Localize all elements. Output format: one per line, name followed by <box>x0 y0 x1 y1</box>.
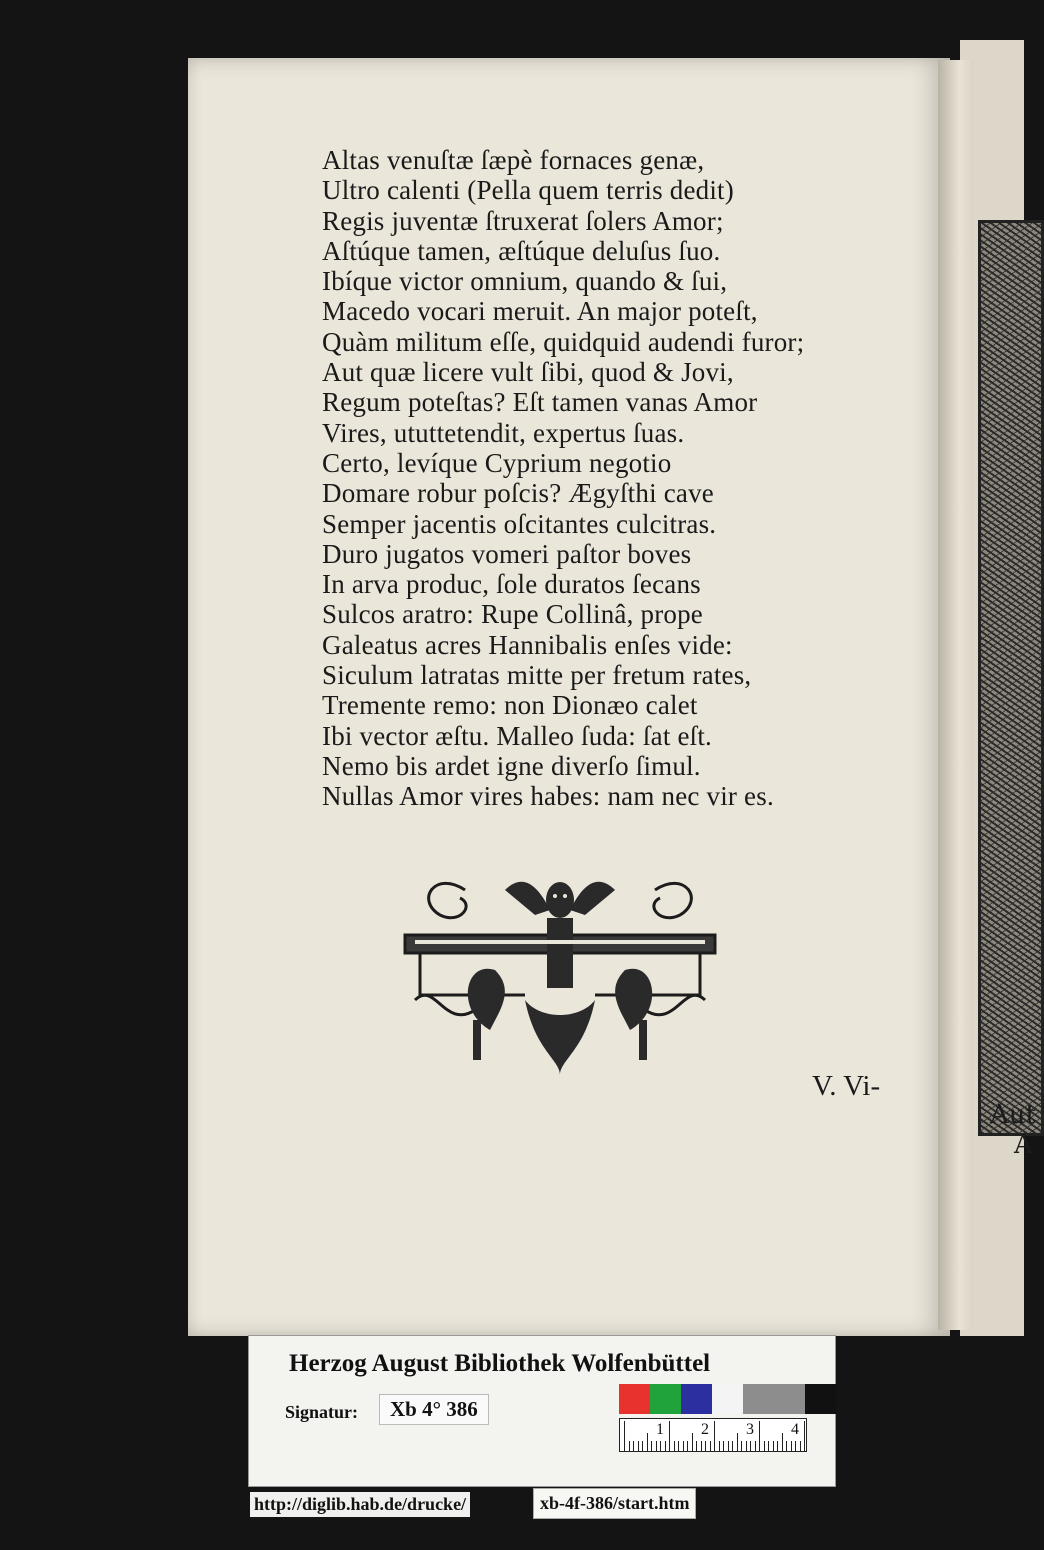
poem-line: Vires, ututtetendit, expertus ſuas. <box>322 417 685 448</box>
ruler-tick <box>714 1421 715 1451</box>
color-swatch <box>805 1384 836 1414</box>
poem-line: Siculum latratas mitte per fretum rates, <box>322 660 752 691</box>
library-card <box>248 1335 836 1487</box>
ruler-tick <box>665 1441 666 1451</box>
poem-line: Regis juventæ ſtruxerat ſolers Amor; <box>322 205 724 236</box>
decorative-ornament <box>405 860 715 1075</box>
facing-page-caption <box>990 1100 1036 1160</box>
engraving-fragment <box>978 220 1044 1136</box>
ruler-tick <box>791 1441 792 1451</box>
ruler-tick <box>723 1441 724 1451</box>
color-swatch <box>774 1384 805 1414</box>
ruler-number: 1 <box>656 1421 664 1438</box>
ruler-tick <box>728 1441 729 1451</box>
ruler-tick <box>732 1441 733 1451</box>
ruler-tick <box>746 1441 747 1451</box>
ruler-tick <box>696 1441 697 1451</box>
ruler-tick <box>656 1441 657 1451</box>
ruler-tick <box>651 1441 652 1451</box>
library-title: Herzog August Bibliothek Wolfenbüttel <box>289 1350 711 1377</box>
ruler-tick <box>804 1421 805 1451</box>
ruler-tick <box>737 1433 738 1451</box>
poem-line: Ibi vector æſtu. Malleo ſuda: ſat eſt. <box>322 720 713 751</box>
ruler-tick <box>795 1441 796 1451</box>
color-swatch <box>743 1384 774 1414</box>
ruler-tick <box>701 1441 702 1451</box>
color-calibration-swatches <box>619 1384 836 1414</box>
poem-line: Ibíque victor omnium, quando & ſui, <box>322 266 728 297</box>
catchword: V. Vi- <box>812 1070 881 1102</box>
ruler-tick <box>624 1421 625 1451</box>
poem-line: Nemo bis ardet igne diverſo ſimul. <box>322 750 701 781</box>
ruler-tick <box>633 1441 634 1451</box>
poem-line: Galeatus acres Hannibalis enſes vide: <box>322 629 733 660</box>
ruler-tick <box>638 1441 639 1451</box>
poem-line: Aſtúque tamen, æſtúque deluſus ſuo. <box>322 235 721 266</box>
ruler-tick <box>764 1441 765 1451</box>
ruler-number: 4 <box>791 1421 799 1438</box>
scale-ruler <box>619 1418 807 1452</box>
poem-line: Regum poteſtas? Eſt tamen vanas Amor <box>322 387 758 418</box>
color-swatch <box>712 1384 743 1414</box>
ruler-tick <box>692 1433 693 1451</box>
ruler-tick <box>773 1441 774 1451</box>
ruler-tick <box>719 1441 720 1451</box>
ruler-tick <box>660 1441 661 1451</box>
poem-line: Altas venuſtæ ſæpè fornaces genæ, <box>322 145 705 175</box>
color-swatch <box>681 1384 712 1414</box>
poem-line: Aut quæ licere vult ſibi, quod & Jovi, <box>322 357 734 388</box>
poem-line: In arva produc, ſole duratos ſecans <box>322 569 701 600</box>
color-swatch <box>650 1384 681 1414</box>
url-prefix[interactable]: http://diglib.hab.de/drucke/ <box>250 1492 470 1517</box>
signatur-value: Xb 4° 386 <box>379 1394 489 1425</box>
ruler-tick <box>687 1441 688 1451</box>
poem-line: Macedo vocari meruit. An major poteſt, <box>322 296 758 327</box>
book-gutter <box>938 60 974 1330</box>
poem-line: Domare robur poſcis? Ægyſthi cave <box>322 478 714 509</box>
poem-line: Duro jugatos vomeri paſtor boves <box>322 538 692 569</box>
url-suffix[interactable]: xb-4f-386/start.htm <box>533 1488 696 1519</box>
color-swatch <box>619 1384 650 1414</box>
ruler-tick <box>755 1441 756 1451</box>
poem-line: Sulcos aratro: Rupe Collinâ, prope <box>322 599 703 630</box>
ruler-tick <box>674 1441 675 1451</box>
poem-line: Quàm militum eſſe, quidquid audendi furor; <box>322 326 805 357</box>
ruler-number: 2 <box>701 1421 709 1438</box>
ruler-tick <box>705 1441 706 1451</box>
ruler-tick <box>759 1421 760 1451</box>
poem-line: Certo, levíque Cyprium negotio <box>322 447 672 478</box>
ruler-tick <box>678 1441 679 1451</box>
ruler-tick <box>777 1441 778 1451</box>
poem-line: Tremente remo: non Dionæo calet <box>322 690 698 721</box>
ruler-tick <box>750 1441 751 1451</box>
ruler-tick <box>683 1441 684 1451</box>
ruler-tick <box>669 1421 670 1451</box>
ruler-tick <box>647 1433 648 1451</box>
ruler-tick <box>800 1441 801 1451</box>
poem-line: Semper jacentis oſcitantes culcitras. <box>322 508 717 539</box>
ruler-tick <box>710 1441 711 1451</box>
poem-line: Nullas Amor vires habes: nam nec vir es. <box>322 781 774 812</box>
poem-text <box>322 145 882 812</box>
poem-line: Ultro calenti (Pella quem terris dedit) <box>322 175 734 206</box>
facing-caption-line1: Aut <box>990 1100 1036 1130</box>
facing-caption-line2: A <box>1014 1130 1033 1160</box>
ruler-tick <box>768 1441 769 1451</box>
ruler-tick <box>629 1441 630 1451</box>
ruler-tick <box>642 1441 643 1451</box>
signatur-label: Signatur: <box>285 1402 359 1422</box>
ruler-tick <box>786 1441 787 1451</box>
ruler-number: 3 <box>746 1421 754 1438</box>
ruler-tick <box>741 1441 742 1451</box>
ruler-tick <box>782 1433 783 1451</box>
